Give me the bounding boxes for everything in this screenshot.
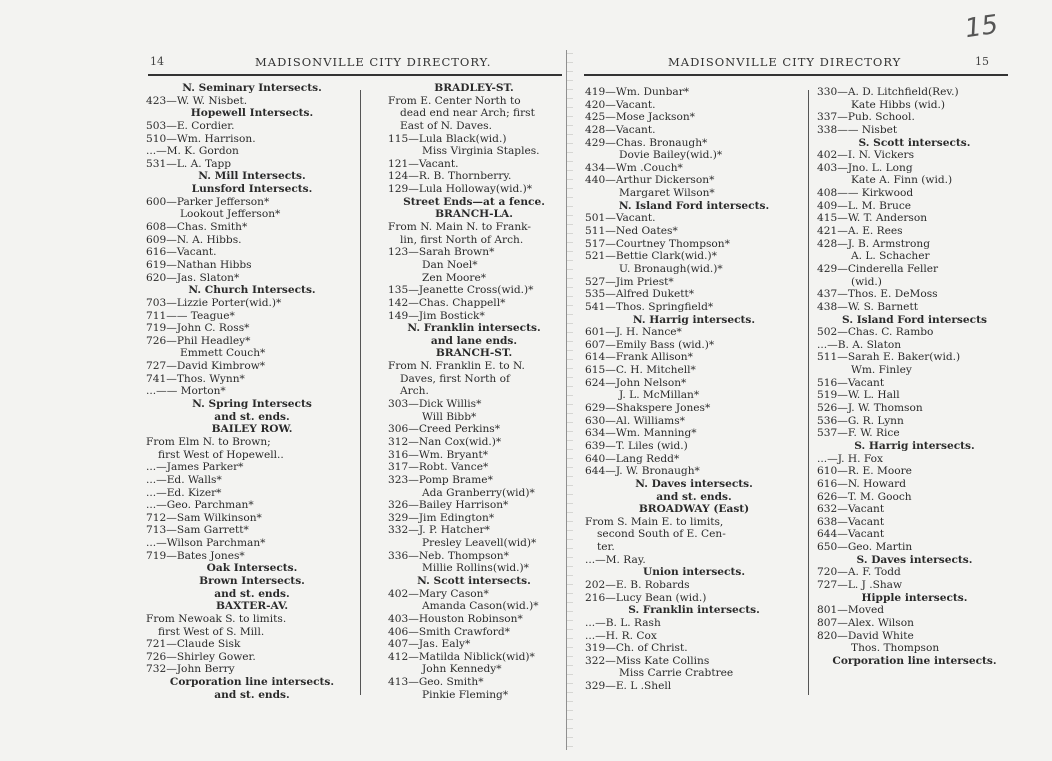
directory-entry: 536—G. R. Lynn: [817, 414, 904, 427]
directory-entry: 600—Parker Jefferson*: [146, 195, 270, 208]
street-description: first West of Hopewell..: [158, 448, 284, 461]
directory-entry-continuation: Dan Noel*: [422, 258, 478, 271]
handwritten-page-number: 15: [963, 9, 1001, 45]
directory-entry: 510—Wm. Harrison.: [146, 132, 256, 145]
directory-entry: 338—— Nisbet: [817, 123, 898, 136]
directory-entry-continuation: Will Bibb*: [422, 410, 477, 423]
directory-column-3: [585, 86, 803, 693]
directory-entry: 135—Jeanette Cross(wid.)*: [388, 284, 534, 297]
directory-entry: 429—Chas. Bronaugh*: [585, 136, 708, 149]
directory-entry: 711—— Teague*: [146, 309, 235, 322]
directory-entry: ...—H. R. Cox: [585, 629, 657, 642]
section-heading: Brown Intersects.: [199, 574, 305, 587]
street-description: first West of S. Mill.: [158, 625, 265, 638]
directory-entry: 425—Mose Jackson*: [585, 111, 695, 124]
directory-entry: 438—W. S. Barnett: [817, 300, 918, 313]
directory-entry-continuation: John Kennedy*: [422, 663, 502, 676]
directory-entry: 316—Wm. Bryant*: [388, 448, 489, 461]
directory-entry: ...—James Parker*: [146, 461, 244, 474]
directory-entry-continuation: A. L. Schacher: [851, 250, 930, 263]
section-heading: N. Island Ford intersects.: [618, 199, 770, 212]
section-heading: Street Ends—at a fence.: [403, 195, 545, 208]
directory-entry: ...—B. L. Rash: [585, 616, 661, 629]
directory-entry: 415—W. T. Anderson: [817, 212, 928, 225]
directory-entry: 124—R. B. Thornberry.: [388, 170, 512, 183]
section-heading: S. Scott intersects.: [858, 136, 971, 149]
directory-entry: 615—C. H. Mitchell*: [585, 364, 696, 377]
directory-entry-continuation: (wid.): [851, 275, 882, 288]
directory-entry: ...—J. H. Fox: [817, 452, 883, 465]
directory-entry: 429—Cinderella Feller: [817, 262, 939, 275]
directory-entry: 323—Pomp Brame*: [388, 473, 493, 486]
directory-entry: 336—Neb. Thompson*: [388, 549, 509, 562]
section-heading: N. Daves intersects.: [635, 477, 753, 490]
directory-entry: 115—Lula Black(wid.): [388, 132, 507, 145]
directory-entry: 402—I. N. Vickers: [817, 149, 915, 162]
section-heading: BRANCH-ST.: [435, 347, 513, 360]
section-heading: S. Franklin intersects.: [628, 604, 760, 617]
section-heading: Corporation line intersects.: [169, 676, 335, 689]
directory-entry: 713—Sam Garrett*: [146, 524, 249, 537]
street-description: From N. Franklin E. to N.: [388, 360, 525, 373]
directory-entry: 517—Courtney Thompson*: [585, 237, 730, 250]
directory-entry: 634—Wm. Manning*: [585, 427, 697, 440]
directory-entry: 516—Vacant: [817, 376, 885, 389]
directory-entry: 626—T. M. Gooch: [817, 490, 912, 503]
directory-entry: 503—E. Cordier.: [146, 119, 235, 132]
section-heading: Hopewell Intersects.: [190, 107, 314, 120]
section-heading: and st. ends.: [656, 490, 732, 503]
directory-entry: 521—Bettie Clark(wid.)*: [585, 250, 717, 263]
directory-entry: 216—Lucy Bean (wid.): [585, 591, 707, 604]
section-heading: N. Spring Intersects: [192, 398, 312, 411]
directory-entry: 322—Miss Kate Collins: [585, 654, 710, 667]
directory-entry: 511—Ned Oates*: [585, 225, 678, 238]
directory-entry: 412—Matilda Niblick(wid)*: [388, 650, 535, 663]
directory-entry-continuation: Amanda Cason(wid.)*: [422, 600, 539, 613]
directory-entry: 721—Claude Sisk: [146, 638, 241, 651]
directory-entry: ...—Ed. Walls*: [146, 473, 222, 486]
directory-entry: 519—W. L. Hall: [817, 389, 900, 402]
section-heading: S. Island Ford intersects: [842, 313, 987, 326]
directory-entry: 142—Chas. Chappell*: [388, 296, 506, 309]
directory-entry: 807—Alex. Wilson: [817, 616, 914, 629]
section-heading: BAILEY ROW.: [211, 423, 293, 436]
directory-entry: 616—Vacant.: [146, 246, 217, 259]
section-heading: and st. ends.: [214, 410, 290, 423]
directory-column-2: [388, 82, 560, 701]
directory-entry: 440—Arthur Dickerson*: [585, 174, 715, 187]
directory-entry: 607—Emily Bass (wid.)*: [585, 338, 715, 351]
directory-entry: 629—Shakspere Jones*: [585, 402, 711, 415]
section-heading: BRADLEY-ST.: [434, 82, 514, 94]
directory-entry: 741—Thos. Wynn*: [146, 372, 245, 385]
directory-entry-continuation: J. L. McMillan*: [619, 389, 700, 402]
directory-entry: 644—J. W. Bronaugh*: [585, 465, 700, 478]
directory-entry: 423—W. W. Nisbet.: [146, 94, 248, 107]
section-heading: Lunsford Intersects.: [191, 183, 313, 196]
directory-entry: 428—J. B. Armstrong: [817, 237, 930, 250]
directory-entry: 428—Vacant.: [585, 123, 656, 136]
street-description: From N. Main N. to Frank-: [388, 221, 531, 234]
section-heading: and st. ends.: [214, 587, 290, 600]
directory-entry: 619—Nathan Hibbs: [146, 258, 252, 271]
street-description: dead end near Arch; first: [400, 107, 535, 120]
section-heading: and lane ends.: [430, 334, 518, 347]
directory-entry-continuation: Margaret Wilson*: [619, 187, 715, 200]
directory-entry: 712—Sam Wilkinson*: [146, 511, 262, 524]
directory-entry-continuation: Thos. Thompson: [851, 642, 940, 655]
directory-entry: 403—Jno. L. Long: [817, 161, 913, 174]
directory-entry: 726—Shirley Gower.: [146, 650, 256, 663]
street-description: Daves, first North of: [400, 372, 510, 385]
directory-entry: 609—N. A. Hibbs.: [146, 233, 242, 246]
directory-entry: 413—Geo. Smith*: [388, 676, 484, 689]
directory-entry-continuation: Pinkie Fleming*: [422, 688, 509, 701]
section-heading: N. Franklin intersects.: [407, 322, 541, 335]
directory-entry: 535—Alfred Dukett*: [585, 288, 695, 301]
street-description: lin, first North of Arch.: [400, 233, 524, 246]
column-divider: [360, 90, 361, 695]
directory-entry: 330—A. D. Litchfield(Rev.): [817, 86, 959, 98]
section-heading: Union intersects.: [642, 566, 746, 579]
directory-entry: 407—Jas. Ealy*: [388, 638, 471, 651]
directory-entry: 326—Bailey Harrison*: [388, 499, 509, 512]
directory-entry: 531—L. A. Tapp: [146, 157, 232, 170]
directory-entry: 332—J. P. Hatcher*: [388, 524, 490, 537]
directory-entry: 437—Thos. E. DeMoss: [817, 288, 938, 301]
directory-entry: 502—Chas. C. Rambo: [817, 326, 934, 339]
directory-entry: 726—Phil Headley*: [146, 334, 251, 347]
directory-entry: 541—Thos. Springfield*: [585, 300, 714, 313]
directory-entry: 620—Jas. Slaton*: [146, 271, 240, 284]
directory-entry: 511—Sarah E. Baker(wid.): [817, 351, 961, 364]
directory-entry: 801—Moved: [817, 604, 885, 617]
directory-entry-continuation: Presley Leavell(wid)*: [422, 537, 537, 550]
directory-entry: 638—Vacant: [817, 515, 885, 528]
directory-entry: 317—Robt. Vance*: [388, 461, 489, 474]
directory-column-4: [817, 86, 1012, 667]
directory-entry: 409—L. M. Bruce: [817, 199, 912, 212]
directory-entry: 434—Wm .Couch*: [585, 161, 683, 174]
directory-entry: 329—E. L .Shell: [585, 680, 672, 693]
directory-entry: 526—J. W. Thomson: [817, 402, 923, 415]
street-description: East of N. Daves.: [400, 119, 492, 132]
directory-entry: ...—M. K. Gordon: [146, 145, 239, 158]
directory-entry: 630—Al. Williams*: [585, 414, 685, 427]
directory-entry: 337—Pub. School.: [817, 111, 915, 124]
street-description: From Newoak S. to limits.: [146, 612, 287, 625]
directory-entry: 408—— Kirkwood: [817, 187, 914, 200]
directory-column-1: [146, 82, 358, 701]
directory-entry-continuation: U. Bronaugh(wid.)*: [619, 262, 723, 275]
header-rule: [148, 74, 562, 76]
directory-entry: 644—Vacant: [817, 528, 885, 541]
section-heading: N. Harrig intersects.: [632, 313, 756, 326]
directory-entry: 403—Houston Robinson*: [388, 612, 523, 625]
directory-entry-continuation: Lookout Jefferson*: [180, 208, 281, 221]
section-heading: N. Scott intersects.: [417, 574, 531, 587]
directory-entry: 202—E. B. Robards: [585, 578, 690, 591]
right-page-number: 15: [975, 55, 989, 68]
directory-entry: ...—B. A. Slaton: [817, 338, 902, 351]
directory-entry-continuation: Emmett Couch*: [180, 347, 266, 360]
directory-entry: ...—M. Ray.: [585, 553, 646, 566]
directory-entry: 719—Bates Jones*: [146, 549, 245, 562]
directory-entry: 149—Jim Bostick*: [388, 309, 485, 322]
directory-entry: 719—John C. Ross*: [146, 322, 250, 335]
section-heading: Oak Intersects.: [206, 562, 298, 575]
directory-entry: 419—Wm. Dunbar*: [585, 86, 690, 98]
directory-entry: 614—Frank Allison*: [585, 351, 693, 364]
street-description: From Elm N. to Brown;: [146, 435, 271, 448]
directory-entry: 402—Mary Cason*: [388, 587, 489, 600]
directory-entry: 129—Lula Holloway(wid.)*: [388, 183, 533, 196]
section-heading: Corporation line intersects.: [832, 654, 997, 667]
section-heading: N. Seminary Intersects.: [182, 82, 322, 94]
directory-entry: 608—Chas. Smith*: [146, 221, 248, 234]
directory-entry: ...—Geo. Parchman*: [146, 499, 254, 512]
street-description: From S. Main E. to limits,: [585, 515, 724, 528]
right-page-header: MADISONVILLE CITY DIRECTORY: [668, 55, 902, 69]
directory-entry: ...—— Morton*: [146, 385, 226, 398]
street-description: second South of E. Cen-: [597, 528, 726, 541]
directory-entry: 720—A. F. Todd: [817, 566, 901, 579]
directory-entry: 640—Lang Redd*: [585, 452, 680, 465]
section-heading: N. Mill Intersects.: [198, 170, 306, 183]
directory-entry: 123—Sarah Brown*: [388, 246, 495, 259]
section-heading: BROADWAY (East): [638, 503, 750, 516]
directory-entry: 329—Jim Edington*: [388, 511, 495, 524]
section-heading: S. Daves intersects.: [856, 553, 973, 566]
directory-entry: 319—Ch. of Christ.: [585, 642, 688, 655]
directory-entry: ...—Wilson Parchman*: [146, 537, 266, 550]
section-heading: Hipple intersects.: [861, 591, 968, 604]
directory-entry: 306—Creed Perkins*: [388, 423, 501, 436]
directory-entry-continuation: Wm. Finley: [851, 364, 912, 377]
section-heading: BRANCH-LA.: [435, 208, 513, 221]
directory-entry: 727—L. J .Shaw: [817, 578, 903, 591]
directory-entry: 624—John Nelson*: [585, 376, 687, 389]
directory-entry: 527—Jim Priest*: [585, 275, 674, 288]
street-description: Arch.: [400, 385, 429, 398]
directory-entry: 610—R. E. Moore: [817, 465, 912, 478]
directory-entry-continuation: Dovie Bailey(wid.)*: [619, 149, 723, 162]
header-rule: [584, 74, 1008, 76]
directory-entry-continuation: Miss Carrie Crabtree: [619, 667, 734, 680]
directory-entry: 421—A. E. Rees: [817, 225, 903, 238]
directory-entry-continuation: Millie Rollins(wid.)*: [422, 562, 529, 575]
left-page-number: 14: [150, 55, 164, 68]
directory-entry: 703—Lizzie Porter(wid.)*: [146, 296, 282, 309]
section-heading: N. Church Intersects.: [188, 284, 316, 297]
directory-entry: 820—David White: [817, 629, 914, 642]
street-description: From E. Center North to: [388, 94, 521, 107]
street-description: ter.: [597, 541, 615, 554]
left-page-header: MADISONVILLE CITY DIRECTORY.: [255, 55, 492, 69]
directory-entry-continuation: Kate A. Finn (wid.): [851, 174, 953, 187]
directory-entry: 650—Geo. Martin: [817, 541, 913, 554]
directory-entry: 501—Vacant.: [585, 212, 656, 225]
page-gutter: [566, 50, 573, 750]
section-heading: S. Harrig intersects.: [854, 439, 975, 452]
directory-entry-continuation: Kate Hibbs (wid.): [851, 98, 945, 111]
directory-entry: 312—Nan Cox(wid.)*: [388, 435, 502, 448]
directory-entry-continuation: Ada Granberry(wid)*: [422, 486, 535, 499]
directory-entry: ...—Ed. Kizer*: [146, 486, 222, 499]
directory-entry: 121—Vacant.: [388, 157, 459, 170]
directory-entry: 727—David Kimbrow*: [146, 360, 266, 373]
directory-entry-continuation: Miss Virginia Staples.: [422, 145, 540, 158]
directory-entry: 420—Vacant.: [585, 98, 656, 111]
directory-entry: 639—T. Liles (wid.): [585, 439, 688, 452]
directory-entry: 632—Vacant: [817, 503, 885, 516]
directory-entry: 601—J. H. Nance*: [585, 326, 682, 339]
directory-entry: 406—Smith Crawford*: [388, 625, 510, 638]
directory-entry: 303—Dick Willis*: [388, 398, 482, 411]
column-divider: [808, 90, 809, 695]
directory-entry-continuation: Zen Moore*: [422, 271, 487, 284]
section-heading: and st. ends.: [214, 688, 290, 701]
directory-entry: 537—F. W. Rice: [817, 427, 900, 440]
directory-entry: 616—N. Howard: [817, 477, 906, 490]
section-heading: BAXTER-AV.: [215, 600, 289, 613]
directory-entry: 732—John Berry: [146, 663, 235, 676]
